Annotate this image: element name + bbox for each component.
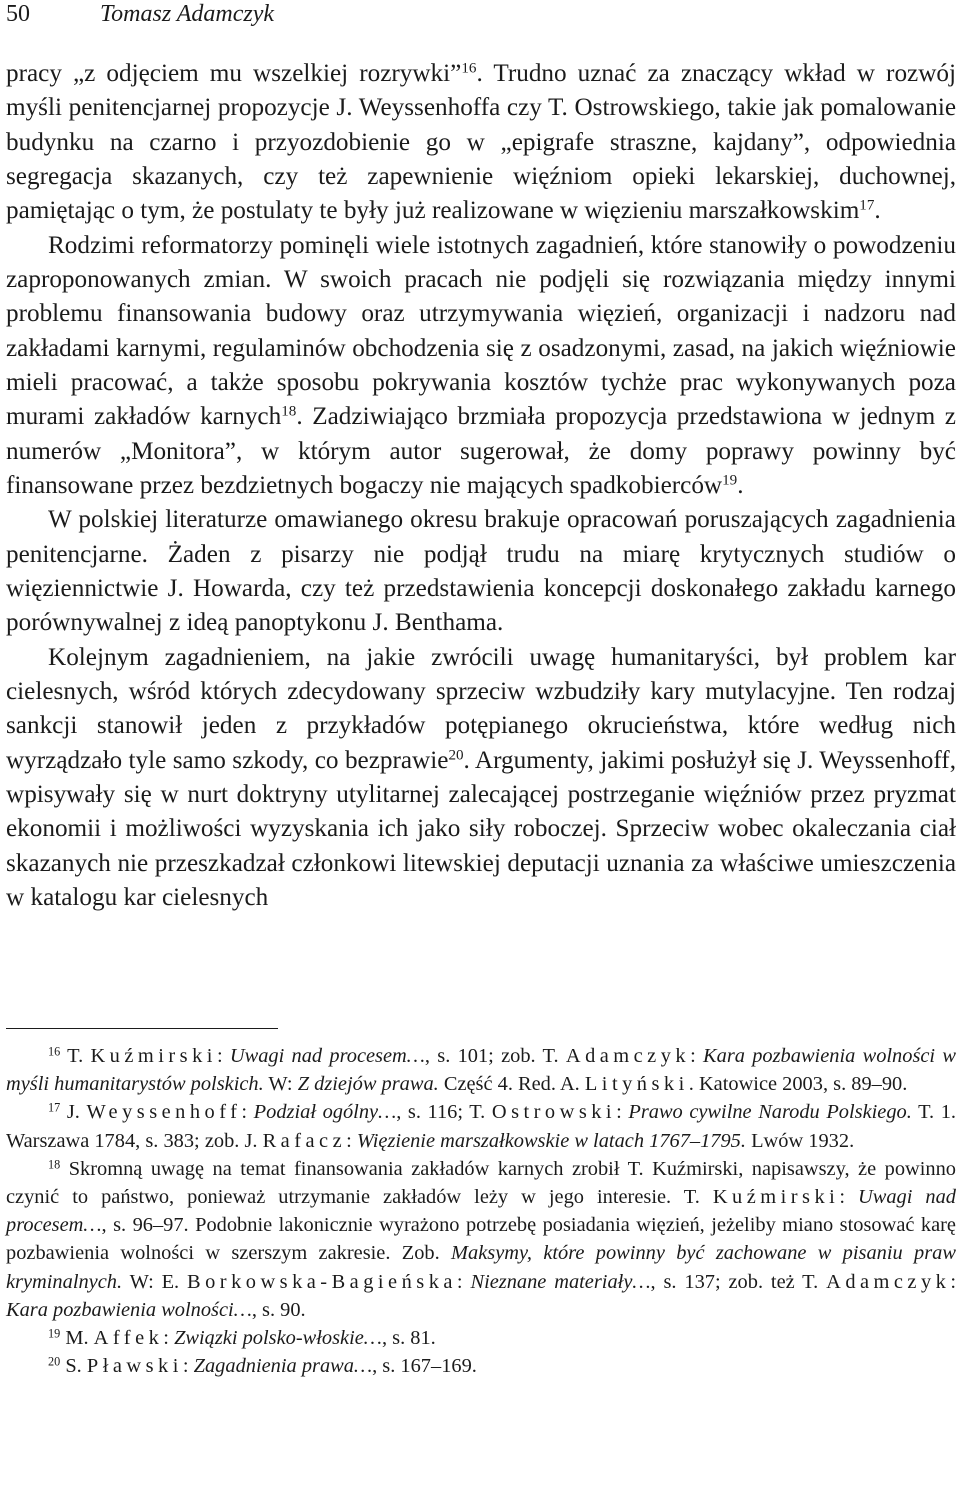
author-name: Kuźmirski: [90, 1045, 217, 1067]
work-title: Podział ogólny…: [253, 1101, 397, 1124]
text-span: :: [346, 1129, 357, 1152]
footnote-number: 19: [48, 1326, 61, 1341]
text-span: . Katowice 2003, s. 89–90.: [688, 1073, 908, 1096]
text-span: , s. 116; T.: [396, 1101, 492, 1124]
text-span: Kolejnym zagadnieniem, na jakie zwrócili uwagę humanitaryści, był problem kar cielesnych, wśród których zdecydowany sprzeciw wzbudziły kary mutylacyjne. Ten rodzaj sankcji stanowił jeden z przykładów potępianego okrucieństwa, które według nich wyrządzało tyle samo szkody, co bezprawie: [6, 643, 956, 774]
work-title: Uwagi nad procesem…: [6, 1186, 956, 1237]
text-span: W:: [263, 1073, 298, 1096]
text-span: :: [216, 1045, 230, 1067]
text-span: S.: [60, 1355, 87, 1378]
text-span: :: [950, 1270, 957, 1293]
footnote-number: 18: [48, 1157, 61, 1172]
text-span: , s. 101; zob. T.: [424, 1045, 566, 1067]
text-span: , s. 96–97. Podobnie lakonicznie wyrażono potrzebę posiadania więzień, jeżeliby miano stosować karę pozbawienia wolności w szerszym zakresie. Zob.: [6, 1214, 956, 1265]
author-name: Borkowska-Bagieńska: [187, 1270, 457, 1293]
work-title: Kara pozbawienia wolności…: [6, 1298, 252, 1321]
text-span: , s. 167–169.: [372, 1355, 477, 1378]
text-span: pracy „z odjęciem mu wszelkiej rozrywki”: [6, 60, 462, 87]
footnote-ref-18[interactable]: 18: [281, 403, 297, 420]
text-span: T.: [60, 1045, 91, 1067]
text-span: :: [690, 1045, 704, 1067]
text-span: .: [737, 471, 744, 499]
work-title: Nieznane materiały…: [470, 1270, 651, 1293]
paragraph-4: [6, 641, 956, 916]
text-span: . Trudno uznać za znaczący wkład w rozwój myśli penitencjarnej propozycje J. Weyssenhoffa czy T. Ostrowskiego, takie jak pomalowanie budynku na czarno i przyozdobienie go w „epigrafe straszne, kajdany”, odpowiednia segregacja skazanych, czy też zapewnienie więźniom opieki lekarskiej, duchownej, pamiętając o tym, że postulaty te były już realizowane w więzieniu marszałkowskim: [6, 60, 957, 225]
footnote-18: [6, 1155, 956, 1324]
author-name: Rafacz: [262, 1129, 347, 1152]
work-title: Więzienie marszałkowskie w latach 1767–1795.: [356, 1129, 746, 1152]
footnote-16: [6, 1042, 956, 1098]
text-span: .: [874, 197, 881, 225]
text-span: , s. 81.: [381, 1327, 436, 1350]
text-span: Lwów 1932.: [745, 1129, 855, 1152]
text-span: :: [456, 1270, 471, 1293]
paragraph-2: [6, 229, 956, 504]
footnote-17: [6, 1098, 956, 1154]
author-name: Ostrowski: [491, 1101, 617, 1124]
text-span: M.: [60, 1327, 94, 1350]
author-name: Lityński: [584, 1073, 689, 1096]
page-number: 50: [6, 1, 30, 27]
text-span: , s. 90.: [251, 1298, 306, 1321]
author-name: Adamczyk: [826, 1270, 951, 1293]
text-span: Rodzimi reformatorzy pominęli wiele istotnych zagadnień, które stanowiły o powodzeniu zaproponowanych zmian. W swoich pracach nie podjęli się rozwiązania między innymi problemu finansowania budowy oraz utrzymywania więzień, organizacji i nadzoru nad zakładami karnymi, regulaminów obchodzenia się z osadzonymi, zasad, na jakich więźniowie mieli pracować, a także sposobu pokrywania kosztów tychże prac wykonywanych poza murami zakładów karnych: [6, 231, 956, 431]
footnote-number: 20: [48, 1354, 61, 1369]
footnote-ref-20[interactable]: 20: [448, 747, 464, 764]
work-title: Uwagi nad procesem…: [229, 1045, 425, 1067]
author-name: Pławski: [86, 1355, 183, 1378]
paragraph-3: W polskiej literaturze omawianego okresu brakuje opracowań poruszających zagadnienia penitencjarne. Żaden z pisarzy nie podjął trudu na miarę krytycznych studiów o więziennictwie J. Howarda, czy też przedstawienia koncepcji doskonałego zakładu karnego porównywalnej z ideą panoptykonu J. Benthama.: [6, 506, 956, 637]
work-title: Maksymy, które powinny być zachowane w pisaniu praw kryminalnych.: [6, 1242, 956, 1293]
text-span: , s. 137; zob. też T.: [650, 1270, 827, 1293]
footnote-number: 17: [48, 1100, 61, 1115]
footnote-separator: [6, 1028, 278, 1029]
footnote-20: [6, 1352, 956, 1380]
footnote-ref-19[interactable]: 19: [722, 472, 738, 489]
text-span: . Zadziwiająco brzmiała propozycja przedstawiona w jednym z numerów „Monitora”, w którym autor sugerował, że domy poprawy powinny być finansowane przez bezdzietnych bogaczy nie mających spadkobierców: [6, 403, 956, 499]
text-span: :: [241, 1101, 254, 1124]
paragraph-1: [6, 57, 956, 229]
author-name: Kuźmirski: [712, 1186, 840, 1209]
footnote-ref-16[interactable]: 16: [461, 60, 477, 77]
footnote-number: 16: [48, 1044, 61, 1059]
running-header: [6, 0, 956, 28]
text-span: :: [182, 1355, 194, 1378]
work-title: Zagadnienia prawa…: [193, 1355, 373, 1378]
text-span: :: [616, 1101, 629, 1124]
main-text: [6, 57, 956, 915]
work-title: Kara pozbawienia wolności w myśli humanitarystów polskich.: [6, 1045, 956, 1096]
text-span: Skromną uwagę na temat finansowania zakładów karnych zrobił T. Kuźmirski, napisawszy, że powinno czynić to państwo, ponieważ utrzymanie zakładów leży w jego interesie. T.: [6, 1157, 956, 1209]
text-span: Część 4. Red. A.: [438, 1073, 585, 1096]
footnote-ref-17[interactable]: 17: [859, 198, 875, 214]
footnotes: [6, 1042, 956, 1380]
author-name: Weyssenhoff: [86, 1101, 242, 1124]
work-title: Związki polsko-włoskie…: [174, 1327, 382, 1350]
text-span: J.: [60, 1101, 87, 1124]
footnote-19: [6, 1324, 956, 1352]
author-name: Adamczyk: [565, 1045, 691, 1067]
text-span: . Argumenty, jakimi posłużył się J. Weyssenhoff, wpisywały się w nurt doktryny utylitarnej zalecającej postrzeganie więźniów przez pryzmat ekonomii i możliwości wyzyskania ich jako siły roboczej. Sprzeciw wobec okaleczania ciał skazanych nie przeszkadzał członkowi litewskiej deputacji uznania za właściwe umieszczenia w katalogu kar cielesnych: [6, 746, 956, 911]
work-title: Z dziejów prawa.: [297, 1073, 439, 1096]
text-span: :: [163, 1327, 175, 1350]
author-name: Affek: [93, 1327, 164, 1350]
text-span: :: [839, 1186, 859, 1209]
text-span: T. 1. Warszawa 1784, s. 383; zob. J.: [6, 1101, 957, 1152]
running-head-author: Tomasz Adamczyk: [100, 1, 275, 27]
text-span: W: E.: [122, 1270, 188, 1293]
work-title: Prawo cywilne Narodu Polskiego.: [628, 1101, 912, 1124]
